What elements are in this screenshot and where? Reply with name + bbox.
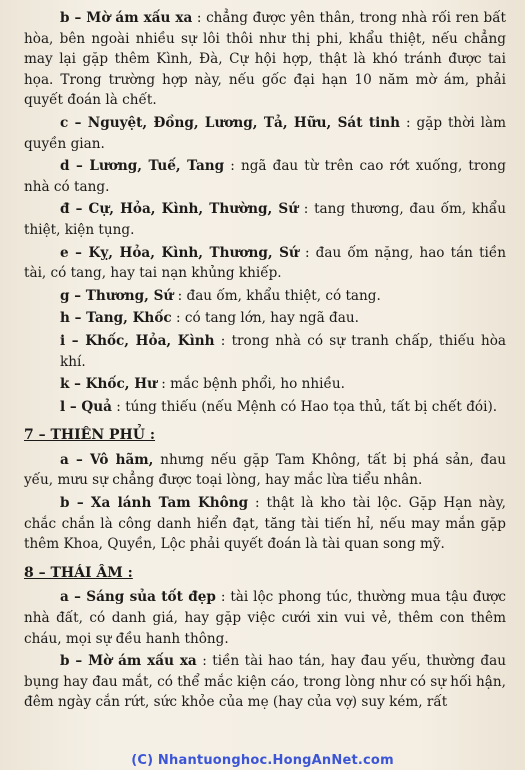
paragraph-text: : gặp thời làm quyền gian. [24, 114, 506, 152]
term: d – Lương, Tuế, Tang [60, 158, 225, 175]
paragraph [24, 651, 506, 713]
paragraph-text: : có tang lớn, hay ngã đau. [171, 310, 359, 327]
paragraph-text: : đau ốm nặng, hao tán tiền tài, có tang, hay tai nạn khủng khiếp. [24, 244, 506, 282]
paragraph [24, 374, 506, 395]
paragraph [24, 397, 506, 418]
paragraph [24, 308, 506, 329]
paragraph [24, 199, 506, 240]
term: e – Kỵ, Hỏa, Kình, Thương, Sứ [60, 244, 299, 261]
paragraph-text: : trong nhà có sự tranh chấp, thiếu hòa khí. [60, 332, 506, 370]
paragraph [24, 8, 506, 111]
paragraph [24, 587, 506, 649]
term: c – Nguyệt, Đồng, Lương, Tả, Hữu, Sát tinh [60, 114, 401, 131]
term: a – Vô hãm, [60, 451, 154, 468]
paragraph [24, 450, 506, 491]
paragraph [24, 156, 506, 197]
paragraph-text: : tài lộc phong túc, thường mua tậu được nhà đất, có danh giá, hay gặp việc cưới xin vui vẻ, thêm con thêm cháu, mọi sự đều hanh thông. [24, 589, 506, 647]
term: b – Xa lánh Tam Không [60, 495, 249, 512]
term: k – Khốc, Hư [60, 376, 157, 393]
watermark-text: (C) Nhantuonghoc.HongAnNet.com [131, 753, 394, 768]
paragraph-text: : tiền tài hao tán, hay đau yếu, thường đau bụng hay đau mắt, có thể mắc kiện cáo, trong lòng như có sự hối hận, đêm ngày cắn rứt, sức khỏe của mẹ (hay của vợ) suy kém, rất [24, 653, 506, 711]
paragraph-text: : đau ốm, khẩu thiệt, có tang. [173, 287, 381, 304]
paragraph [24, 286, 506, 307]
section-title: 8 – THÁI ÂM : [24, 564, 133, 581]
paragraph [24, 243, 506, 284]
term: h – Tang, Khốc [60, 310, 172, 327]
term: đ – Cự, Hỏa, Kình, Thường, Sứ [60, 201, 299, 218]
paragraph-text: : ngã đau từ trên cao rớt xuống, trong nhà có tang. [24, 158, 506, 195]
term: g – Thương, Sứ [60, 287, 174, 304]
paragraph-text: : thật là kho tài lộc. Gặp Hạn này, chắc chắn là công danh hiển đạt, tăng tài tiến hỉ, nếu may mắn gặp thêm Khoa, Quyền, Lộc phải quyết đoán là tài quan song mỹ. [24, 495, 506, 553]
paragraph-text: : túng thiếu (nếu Mệnh có Hao tọa thủ, tất bị chết đói). [111, 398, 498, 415]
paragraph-text: : mắc bệnh phổi, ho nhiều. [156, 376, 345, 393]
term: l – Quả [60, 398, 112, 415]
paragraph-text: : chẳng được yên thân, trong nhà rối ren bất hòa, bên ngoài nhiều sự lôi thôi như thị phi, khẩu thiệt, nếu chẳng may lại gặp thêm Kình, Đà, Cự hội hợp, thật là khó tránh được tai họa. Trong trường hợp này, nếu gốc đại hạn 10 năm mờ ám, phải quyết đoán là chết. [24, 10, 506, 109]
term: b – Mờ ám xấu xa [60, 10, 193, 26]
section-title: 7 – THIÊN PHỦ : [24, 427, 156, 444]
paragraph-text: nhưng nếu gặp Tam Không, tất bị phá sản, đau yếu, mưu sự chẳng được toại lòng, hay mắc lừa tiểu nhân. [24, 451, 506, 489]
paragraph [24, 113, 506, 154]
page-content [24, 8, 506, 715]
term: i – Khốc, Hỏa, Kình [60, 332, 215, 349]
paragraph-text: : tang thương, đau ốm, khẩu thiệt, kiện tụng. [24, 201, 506, 238]
paragraph [24, 493, 506, 555]
term: a – Sáng sủa tốt đẹp [60, 589, 216, 606]
term: b – Mờ ám xấu xa [60, 653, 197, 670]
paragraph [24, 331, 506, 372]
